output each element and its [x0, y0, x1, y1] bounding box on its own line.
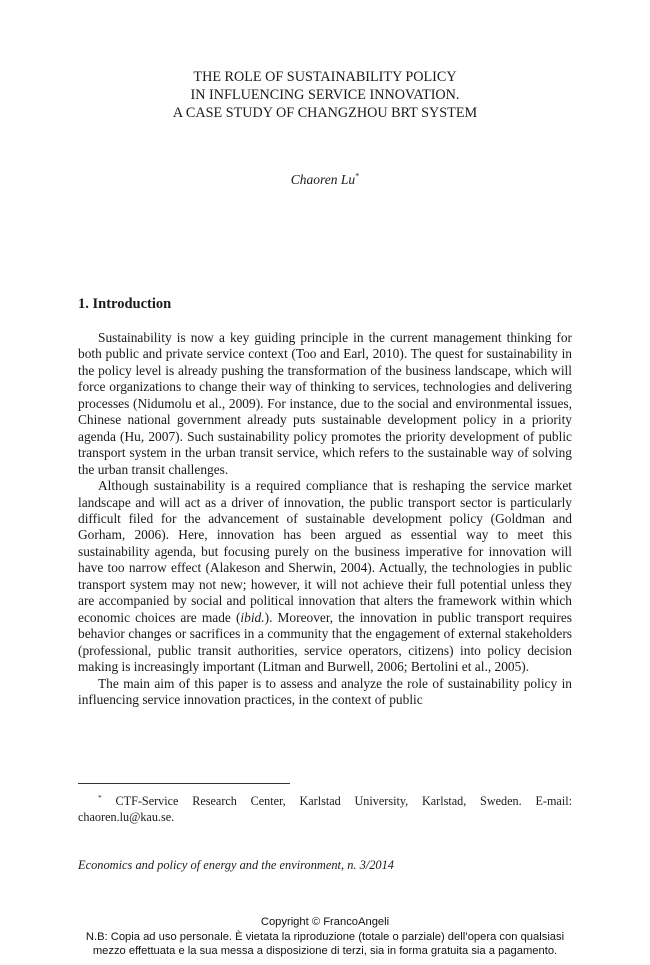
copyright-notice: [0, 915, 650, 959]
title-line-3: A CASE STUDY OF CHANGZHOU BRT SYSTEM: [172, 105, 478, 121]
paragraph-2: [78, 478, 572, 675]
title-line-1: THE ROLE OF SUSTAINABILITY POLICY: [193, 69, 457, 85]
copyright-line-1: Copyright © FrancoAngeli: [260, 916, 390, 928]
title-line-2: IN INFLUENCING SERVICE INNOVATION.: [190, 87, 460, 103]
author-line: [0, 172, 650, 188]
footnote: [78, 793, 572, 825]
body-text: [78, 330, 572, 708]
ibid-citation: ibid.: [240, 609, 265, 625]
footnote-divider: [78, 783, 290, 784]
footnote-mark: *: [98, 792, 102, 802]
footnote-text: CTF-Service Research Center, Karlstad University, Karlstad, Sweden. E-mail: chaoren.lu@kau.se.: [78, 794, 572, 824]
copyright-line-3: mezzo effettuata e la sua messa a disposizione di terzi, sia in forma gratuita sia a pagamento.: [92, 945, 558, 957]
paragraph-1: Sustainability is now a key guiding principle in the current management thinking for both public and private service context (Too and Earl, 2010). The quest for sustainability in the policy level is already pushing the transformation of the business landscape, which will force organizations to change their way of thinking to services, technologies and delivering processes (Nidumolu et al., 2009). For instance, due to the social and environmental issues, Chinese national government already puts sustainable development policy in a priority agenda (Hu, 2007). Such sustainability policy promotes the priority development of public transport system in the urban transit service, which refers to the sustainable way of solving the urban transit challenges.: [78, 330, 572, 477]
journal-citation: Economics and policy of energy and the environment, n. 3/2014: [78, 858, 395, 872]
section-heading: 1. Introduction: [78, 296, 172, 312]
author-footnote-mark[interactable]: *: [355, 171, 360, 181]
paragraph-3: The main aim of this paper is to assess and analyze the role of sustainability policy in influencing service innovation practices, in the context of public: [78, 675, 572, 707]
copyright-line-2: N.B: Copia ad uso personale. È vietata la riproduzione (totale o parziale) dell’opera con qualsiasi: [85, 930, 565, 943]
paragraph-2-part-1: Although sustainability is a required compliance that is reshaping the service market landscape and will act as a driver of innovation, the public transport sector is particularly difficult filed for the advancement of sustainable development policy (Goldman and Gorham, 2006). Here, innovation has been argued as essential way to meet this sustainability agenda, but focusing purely on the business imperative for innovation will have too narrow effect (Alakeson and Sherwin, 2004). Actually, the technologies in public transport system may not new; however, it will not achieve their full potential unless they are accompanied by social and political innovation that alters the framework within which economic choices are made (: [78, 478, 572, 625]
paragraph-2-part-2: ). Moreover, the innovation in public transport requires behavior changes or sacrifices in a community that the engagement of external stakeholders (professional, public transit authorities, service operators, citizens) into policy decision making is increasingly important (Litman and Burwell, 2006; Bertolini et al., 2005).: [78, 609, 572, 675]
author-name: Chaoren Lu: [290, 172, 356, 187]
paper-title: [0, 68, 650, 122]
